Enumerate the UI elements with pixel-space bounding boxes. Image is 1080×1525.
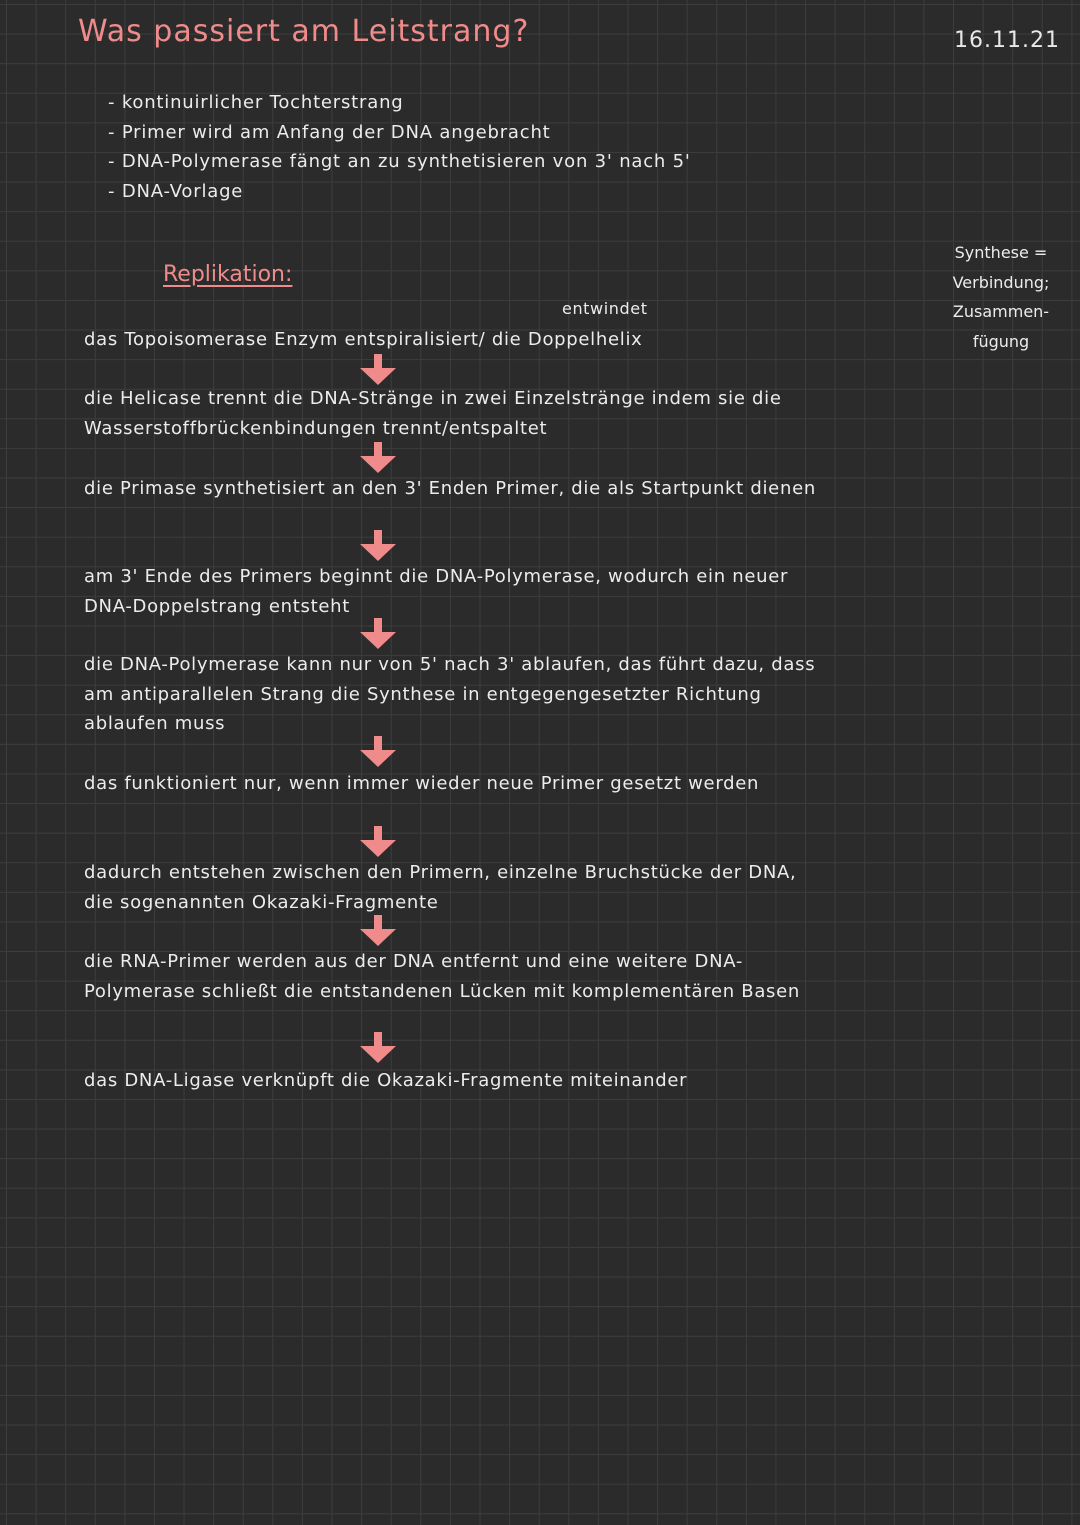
- side-note-line: Synthese =: [954, 243, 1048, 262]
- step-rna-primer: die RNA-Primer werden aus der DNA entfernt und eine weitere DNA-Polymerase schließt die entstandenen Lücken mit komplementären Basen: [84, 951, 801, 1002]
- step-polymerase-direction: die DNA-Polymerase kann nur von 5' nach 3' ablaufen, das führt dazu, dass am antiparallelen Strang die Synthese in entgegengesetzter Richtung ablaufen muss: [84, 654, 816, 735]
- leitstrang-list: [108, 88, 691, 206]
- side-note-line: Verbindung;: [952, 272, 1050, 292]
- section-heading: Replikation:: [163, 262, 293, 287]
- date-label: 16.11.21: [954, 28, 1060, 53]
- down-arrow-icon: [358, 530, 398, 562]
- step-ligase: das DNA-Ligase verknüpft die Okazaki-Fragmente miteinander: [84, 1070, 688, 1091]
- list-item: - DNA-Vorlage: [108, 177, 691, 207]
- page-title: Was passiert am Leitstrang?: [78, 14, 530, 49]
- down-arrow-icon: [358, 442, 398, 474]
- side-note: [942, 238, 1060, 356]
- list-item: - kontinuirlicher Tochterstrang: [108, 88, 691, 118]
- down-arrow-icon: [358, 1032, 398, 1064]
- list-item: - Primer wird am Anfang der DNA angebracht: [108, 118, 691, 148]
- step-polymerase-start: am 3' Ende des Primers beginnt die DNA-Polymerase, wodurch ein neuer DNA-Doppelstrang entsteht: [84, 566, 789, 617]
- step-okazaki: dadurch entstehen zwischen den Primern, einzelne Bruchstücke der DNA, die sogenannten Okazaki-Fragmente: [84, 862, 797, 913]
- annotation-text: entwindet: [562, 299, 648, 318]
- down-arrow-icon: [358, 354, 398, 386]
- step-topoisomerase: das Topoisomerase Enzym entspiralisiert/ die Doppelhelix: [84, 329, 643, 350]
- list-item: - DNA-Polymerase fängt an zu synthetisieren von 3' nach 5': [108, 147, 691, 177]
- step-primase: die Primase synthetisiert an den 3' Enden Primer, die als Startpunkt dienen: [84, 478, 816, 499]
- side-note-line: Zusammen-: [952, 302, 1050, 322]
- down-arrow-icon: [358, 915, 398, 947]
- step-helicase: die Helicase trennt die DNA-Stränge in zwei Einzelstränge indem sie die Wasserstoffbrückenbindungen trennt/entspaltet: [84, 388, 782, 439]
- down-arrow-icon: [358, 736, 398, 768]
- down-arrow-icon: [358, 618, 398, 650]
- down-arrow-icon: [358, 826, 398, 858]
- side-note-line: fügung: [972, 331, 1030, 351]
- step-primer-repeat: das funktioniert nur, wenn immer wieder neue Primer gesetzt werden: [84, 773, 760, 794]
